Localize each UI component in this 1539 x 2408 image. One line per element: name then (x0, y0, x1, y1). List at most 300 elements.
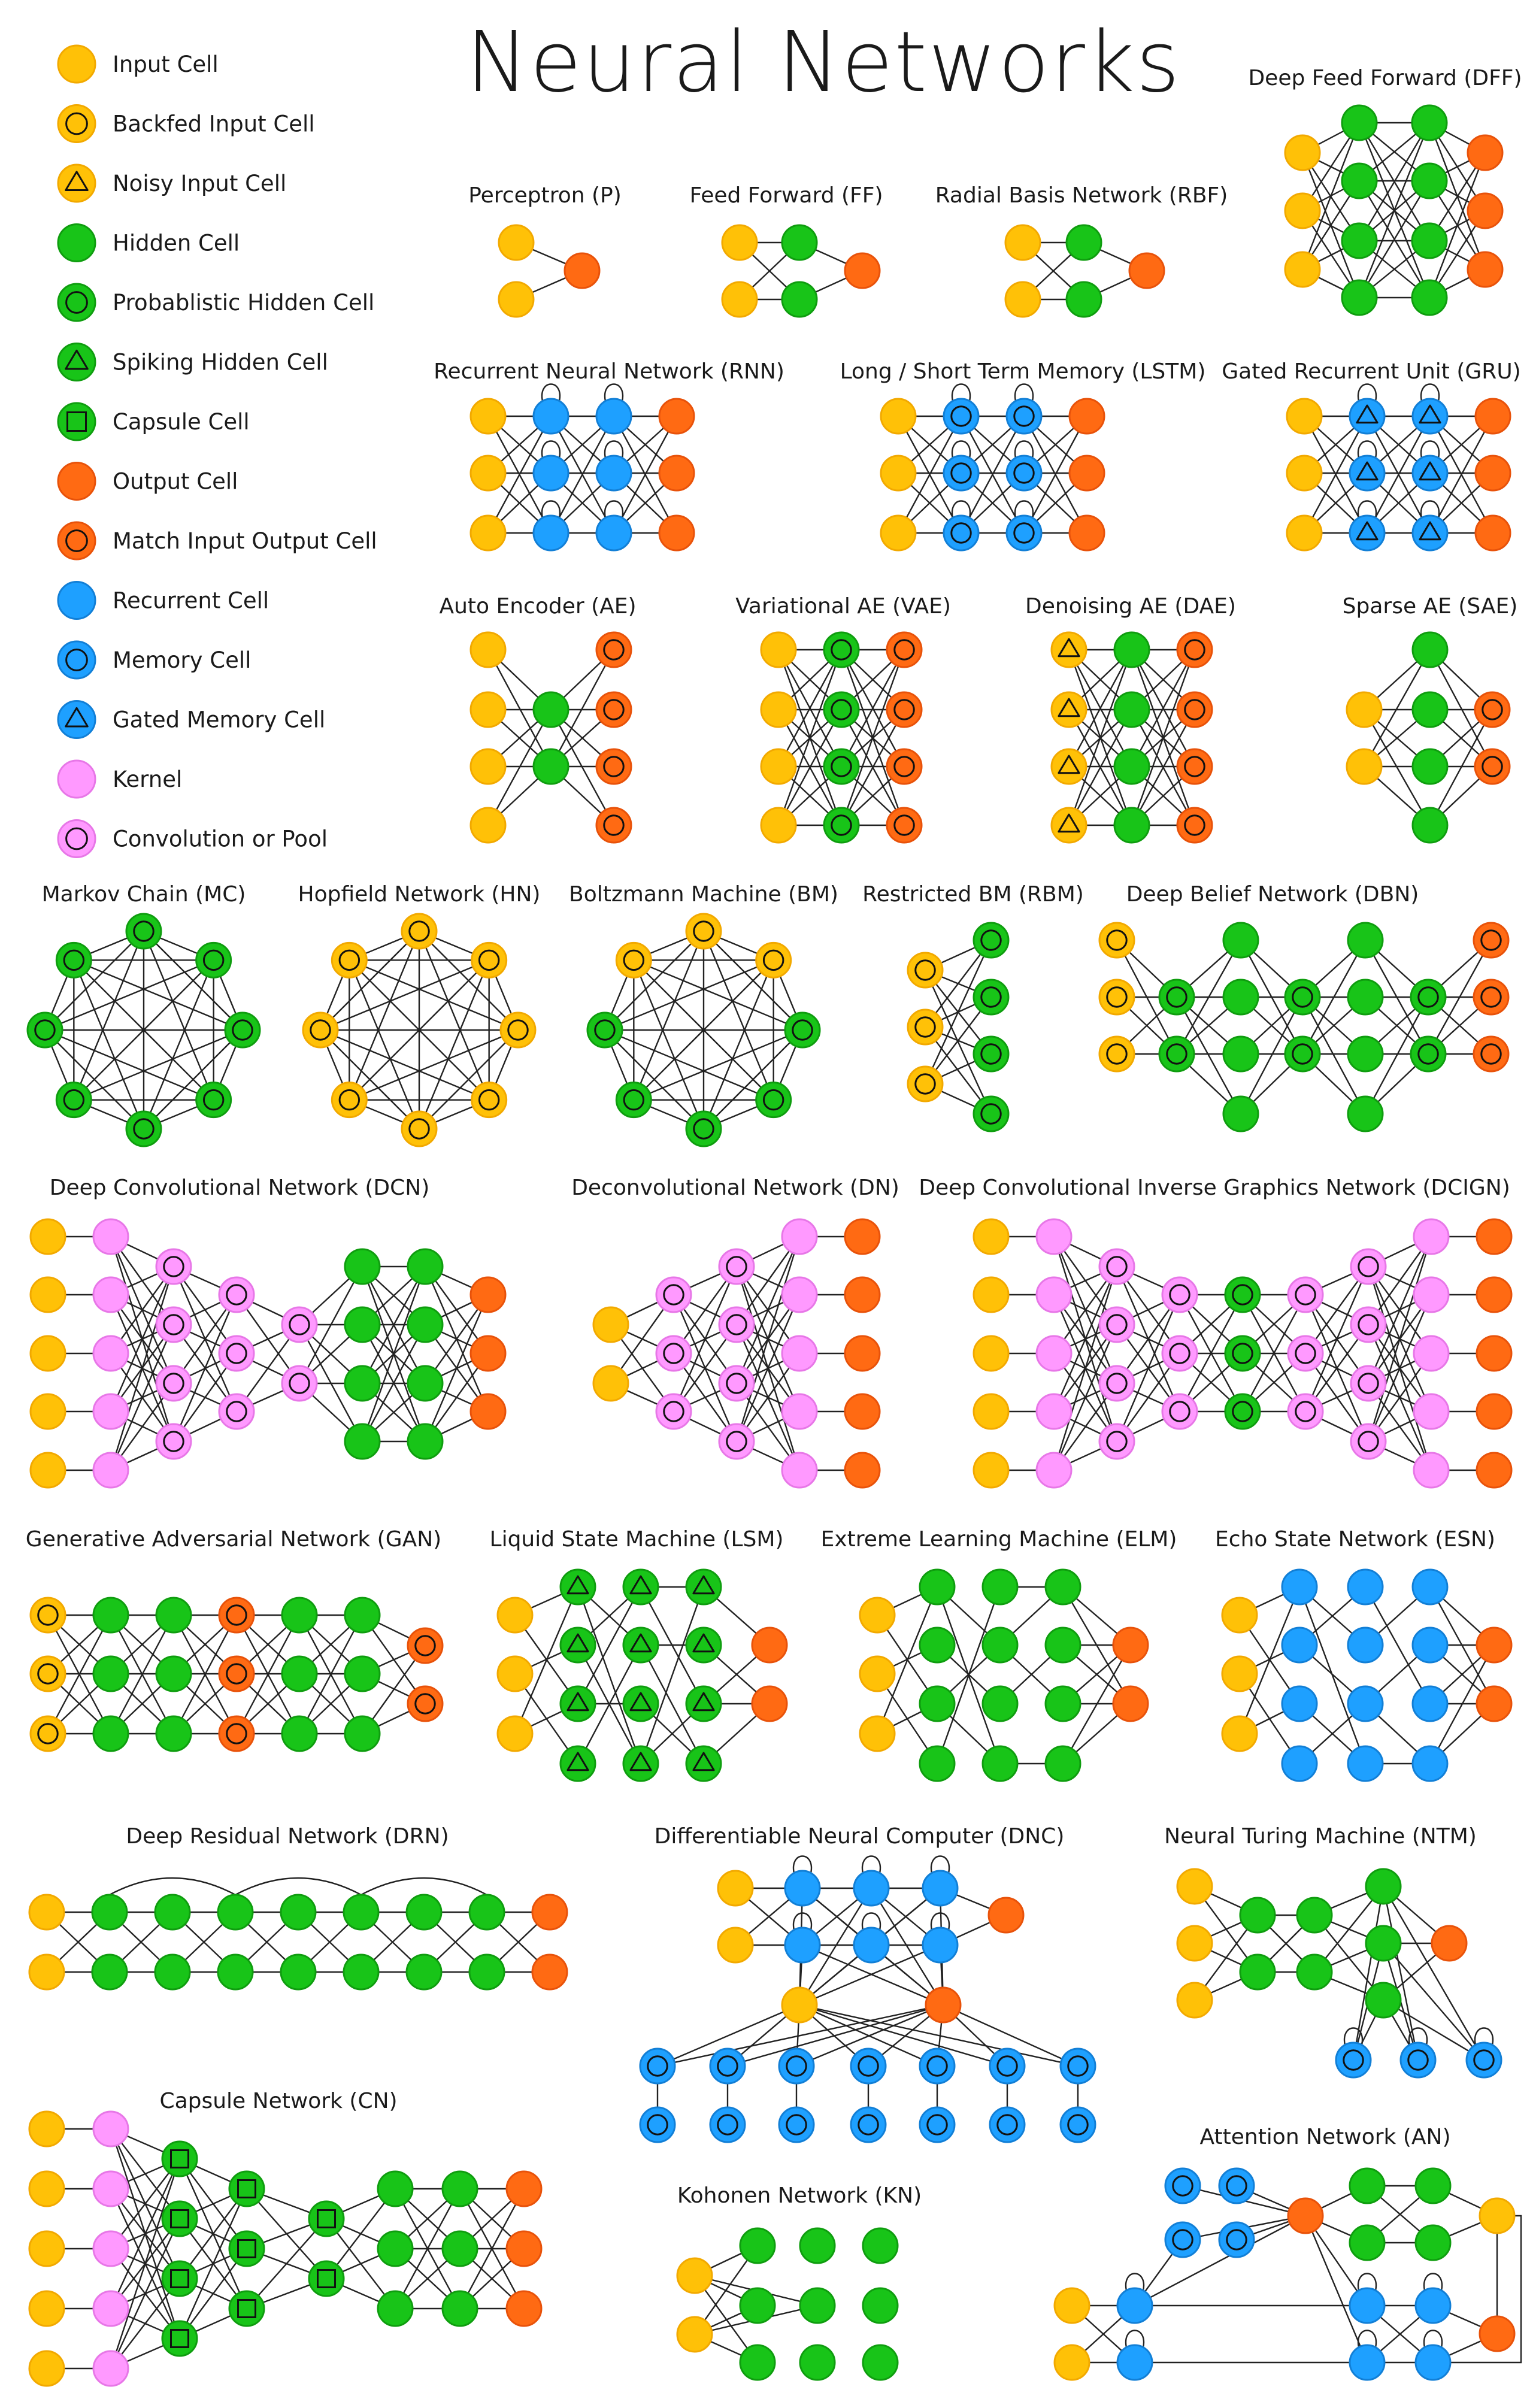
kernel-cell (282, 1307, 317, 1342)
hidden-cell (686, 1628, 721, 1662)
hidden-cell (345, 1249, 380, 1284)
hidden-cell (561, 1628, 595, 1662)
input-cell (908, 1010, 943, 1044)
recurrent-cell (1413, 399, 1447, 434)
input-cell (471, 456, 505, 490)
legend-swatch-hidden (58, 344, 95, 381)
kernel-cell (93, 1336, 128, 1371)
output-cell (1468, 135, 1502, 170)
legend-label: Convolution or Pool (113, 826, 328, 852)
output-cell (471, 1336, 505, 1371)
hidden-cell (196, 943, 231, 977)
hidden-cell (93, 1716, 128, 1751)
kernel-cell (1351, 1307, 1386, 1342)
recurrent-cell (534, 516, 568, 550)
recurrent-cell (923, 1871, 958, 1906)
input-cell (29, 2291, 64, 2326)
recurrent-cell (596, 456, 631, 490)
input-cell (31, 1598, 65, 1632)
input-cell (29, 2171, 64, 2206)
legend-swatch-hidden (58, 403, 95, 440)
network-title-kn: Kohonen Network (KN) (677, 2183, 922, 2208)
network-title-rbm: Restricted BM (RBM) (862, 882, 1084, 907)
input-cell (908, 1067, 943, 1101)
input-cell (1055, 2345, 1089, 2380)
recurrent-cell (710, 2049, 745, 2083)
kernel-cell (93, 2291, 128, 2326)
kernel-cell (1037, 1277, 1071, 1312)
output-cell (1480, 2316, 1514, 2351)
hidden-cell (282, 1656, 317, 1691)
input-cell (1052, 632, 1086, 667)
kernel-cell (282, 1366, 317, 1401)
network-title-bm: Boltzmann Machine (BM) (569, 882, 838, 907)
recurrent-cell (1413, 1570, 1447, 1604)
recurrent-cell (1401, 2043, 1435, 2077)
hidden-cell (974, 1097, 1008, 1131)
recurrent-cell (534, 456, 568, 490)
input-cell (402, 1111, 437, 1146)
input-cell (471, 808, 505, 843)
hidden-cell (1159, 1037, 1194, 1071)
recurrent-cell (1165, 2168, 1200, 2203)
hidden-cell (785, 1013, 820, 1047)
legend-swatch-kernel (58, 761, 95, 798)
hidden-cell (56, 1083, 91, 1117)
output-cell (1113, 1628, 1148, 1662)
hidden-cell (1412, 105, 1447, 140)
recurrent-cell (1007, 399, 1041, 434)
network-title-ntm: Neural Turing Machine (NTM) (1164, 1824, 1477, 1849)
hidden-cell (824, 749, 859, 784)
hidden-cell (756, 1083, 791, 1117)
input-cell (881, 516, 916, 550)
hidden-cell (1350, 2225, 1385, 2260)
recurrent-cell (1282, 1746, 1317, 1781)
input-cell (498, 1716, 532, 1751)
network-title-lsm: Liquid State Machine (LSM) (489, 1527, 784, 1552)
kernel-cell (93, 2171, 128, 2206)
input-cell (29, 1895, 64, 1930)
hidden-cell (686, 1746, 721, 1781)
hidden-cell (408, 1307, 443, 1342)
recurrent-cell (1413, 1686, 1447, 1721)
hidden-cell (1285, 1037, 1320, 1071)
kernel-cell (1099, 1307, 1134, 1342)
hidden-cell (1411, 1037, 1446, 1071)
legend-label: Kernel (113, 767, 183, 792)
hidden-cell (1240, 1898, 1275, 1933)
hidden-cell (156, 1716, 191, 1751)
network-titles (26, 66, 1522, 2208)
recurrent-cell (1413, 1746, 1447, 1781)
hidden-cell (1225, 1336, 1260, 1371)
hidden-cell (1067, 225, 1101, 260)
input-cell (31, 1219, 65, 1254)
hidden-cell (93, 1598, 128, 1632)
output-cell (219, 1656, 254, 1691)
hidden-cell (196, 1083, 231, 1117)
input-cell (1177, 1983, 1212, 2018)
output-cell (1129, 253, 1164, 288)
output-cell (1475, 749, 1510, 784)
hidden-cell (93, 1656, 128, 1691)
hidden-cell (782, 225, 817, 260)
hidden-cell (1342, 280, 1377, 315)
connection (728, 2005, 943, 2066)
recurrent-cell (1007, 516, 1041, 550)
network-title-rnn: Recurrent Neural Network (RNN) (434, 359, 784, 384)
hidden-cell (1223, 980, 1258, 1014)
input-cell (29, 1955, 64, 1989)
input-cell (722, 282, 757, 317)
recurrent-cell (1348, 1746, 1383, 1781)
input-cell (881, 456, 916, 490)
connection (641, 1587, 704, 1764)
input-cell (761, 749, 796, 784)
output-cell (507, 2171, 541, 2206)
output-cell (887, 632, 922, 667)
network-title-elm: Extreme Learning Machine (ELM) (820, 1527, 1177, 1552)
legend-label: Hidden Cell (113, 230, 240, 256)
input-cell (1480, 2198, 1514, 2233)
input-cell (974, 1277, 1008, 1312)
connection (1353, 1886, 1383, 2060)
connection (1383, 1886, 1484, 2060)
kernel-cell (156, 1249, 191, 1284)
kernel-cell (782, 1336, 817, 1371)
input-cell (31, 1656, 65, 1691)
input-cell (332, 1083, 366, 1117)
network-title-lstm: Long / Short Term Memory (LSTM) (840, 359, 1206, 384)
kernel-cell (1162, 1277, 1197, 1312)
input-cell (782, 1988, 817, 2022)
input-cell (1055, 2288, 1089, 2323)
hidden-cell (740, 2288, 775, 2323)
input-cell (593, 1307, 628, 1342)
input-cell (677, 2317, 712, 2352)
kernel-cell (1037, 1394, 1071, 1429)
hidden-cell (345, 1598, 380, 1632)
hidden-cell (686, 1686, 721, 1721)
kernel-cell (1099, 1424, 1134, 1459)
output-cell (1476, 516, 1510, 550)
connection (578, 1587, 641, 1764)
input-cell (756, 943, 791, 977)
legend-label: Match Input Output Cell (113, 528, 377, 554)
hidden-cell (155, 1895, 190, 1930)
recurrent-cell (990, 2107, 1025, 2142)
connection (1299, 1587, 1365, 1764)
recurrent-cell (1061, 2049, 1095, 2083)
hidden-cell (1114, 808, 1149, 843)
skip-connection (235, 1878, 361, 1895)
hidden-cell (1046, 1628, 1080, 1662)
recurrent-cell (1117, 2288, 1152, 2323)
hidden-cell (1297, 1955, 1332, 1989)
output-cell (1477, 1277, 1511, 1312)
input-cell (761, 692, 796, 727)
kernel-cell (219, 1336, 254, 1371)
hidden-cell (225, 1013, 260, 1047)
hidden-cell (469, 1955, 504, 1989)
output-cell (1070, 516, 1104, 550)
hidden-cell (983, 1746, 1017, 1781)
kernel-cell (93, 1277, 128, 1312)
recurrent-cell (1282, 1628, 1317, 1662)
recurrent-cell (1219, 2168, 1254, 2203)
legend-swatch-input (58, 105, 95, 143)
cells (25, 105, 1514, 2386)
input-cell (29, 2351, 64, 2386)
hidden-cell (1350, 2168, 1385, 2203)
input-cell (974, 1394, 1008, 1429)
hidden-cell (408, 1424, 443, 1459)
kernel-cell (1414, 1453, 1449, 1488)
recurrent-cell (923, 1928, 958, 1962)
skip-connection (361, 1878, 487, 1895)
hidden-cell (534, 692, 568, 727)
legend-label: Gated Memory Cell (113, 707, 326, 733)
hidden-cell (1159, 980, 1194, 1014)
recurrent-cell (779, 2107, 814, 2142)
recurrent-cell (1219, 2222, 1254, 2257)
recurrent-cell (1416, 2288, 1450, 2323)
input-cell (1287, 456, 1322, 490)
recurrent-cell (854, 1928, 889, 1962)
output-cell (752, 1686, 787, 1721)
input-cell (1099, 923, 1134, 958)
hidden-cell (309, 2261, 344, 2296)
kernel-cell (656, 1394, 691, 1429)
input-cell (1177, 1926, 1212, 1961)
input-cell (1347, 692, 1382, 727)
legend-swatch-kernel (58, 820, 95, 858)
kernel-cell (782, 1277, 817, 1312)
hidden-cell (800, 2228, 835, 2263)
hidden-cell (863, 2345, 898, 2380)
recurrent-cell (944, 456, 978, 490)
input-cell (31, 1453, 65, 1488)
hidden-cell (1046, 1746, 1080, 1781)
output-cell (1474, 923, 1508, 958)
recurrent-cell (785, 1871, 820, 1906)
recurrent-cell (1282, 1686, 1317, 1721)
hidden-cell (345, 1366, 380, 1401)
hidden-cell (561, 1686, 595, 1721)
kernel-cell (1037, 1453, 1071, 1488)
kernel-cell (719, 1307, 754, 1342)
network-title-mc: Markov Chain (MC) (41, 882, 246, 907)
hidden-cell (1348, 923, 1383, 958)
kernel-cell (1288, 1277, 1323, 1312)
hidden-cell (1240, 1955, 1275, 1989)
kernel-cell (1414, 1219, 1449, 1254)
hidden-cell (1413, 749, 1447, 784)
input-cell (1099, 1037, 1134, 1071)
output-cell (845, 1219, 880, 1254)
output-cell (659, 456, 694, 490)
recurrent-cell (1413, 456, 1447, 490)
legend-swatch-output (58, 522, 95, 559)
network-title-vae: Variational AE (VAE) (735, 594, 951, 619)
output-cell (596, 808, 631, 843)
output-cell (596, 692, 631, 727)
kernel-cell (156, 1366, 191, 1401)
recurrent-cell (710, 2107, 745, 2142)
recurrent-cell (1413, 516, 1447, 550)
kernel-cell (1288, 1336, 1323, 1371)
input-cell (31, 1336, 65, 1371)
connection (1135, 2216, 1305, 2306)
hidden-cell (974, 1037, 1008, 1071)
network-title-dnc: Differentiable Neural Computer (DNC) (654, 1824, 1065, 1849)
input-cell (499, 282, 534, 317)
output-cell (1468, 252, 1502, 287)
input-cell (616, 943, 651, 977)
hidden-cell (162, 2142, 197, 2176)
hidden-cell (616, 1083, 651, 1117)
hidden-cell (1412, 163, 1447, 198)
hidden-cell (1366, 1869, 1401, 1904)
kernel-cell (719, 1249, 754, 1284)
kernel-cell (1037, 1219, 1071, 1254)
input-cell (1222, 1598, 1257, 1632)
input-cell (718, 1871, 753, 1906)
output-cell (1113, 1686, 1148, 1721)
recurrent-cell (1413, 1628, 1447, 1662)
hidden-cell (623, 1686, 658, 1721)
hidden-cell (1223, 1097, 1258, 1131)
kernel-cell (782, 1394, 817, 1429)
hidden-cell (344, 1955, 378, 1989)
hidden-cell (1225, 1394, 1260, 1429)
hidden-cell (920, 1570, 955, 1604)
input-cell (1005, 282, 1040, 317)
hidden-cell (1114, 749, 1149, 784)
recurrent-cell (851, 2049, 886, 2083)
legend-label: Backfed Input Cell (113, 111, 315, 137)
hidden-cell (344, 1895, 378, 1930)
recurrent-cell (596, 516, 631, 550)
output-cell (596, 632, 631, 667)
network-title-dcn: Deep Convolutional Network (DCN) (49, 1176, 430, 1200)
legend-label: Memory Cell (113, 647, 252, 673)
kernel-cell (1099, 1366, 1134, 1401)
recurrent-cell (1350, 2288, 1385, 2323)
hidden-cell (920, 1746, 955, 1781)
network-title-gru: Gated Recurrent Unit (GRU) (1222, 359, 1521, 384)
hidden-cell (407, 1895, 441, 1930)
hidden-cell (623, 1746, 658, 1781)
input-cell (1287, 516, 1322, 550)
recurrent-cell (1350, 456, 1385, 490)
input-cell (686, 914, 721, 949)
recurrent-cell (920, 2107, 955, 2142)
hidden-cell (1348, 1097, 1383, 1131)
skip-connection (110, 1878, 235, 1895)
output-cell (219, 1598, 254, 1632)
output-cell (887, 808, 922, 843)
output-cell (1475, 692, 1510, 727)
hidden-cell (1046, 1686, 1080, 1721)
legend (58, 46, 377, 858)
hidden-cell (686, 1111, 721, 1146)
hidden-cell (282, 1598, 317, 1632)
kernel-cell (1351, 1424, 1386, 1459)
recurrent-cell (1467, 2043, 1501, 2077)
hidden-cell (1412, 223, 1447, 258)
input-cell (31, 1277, 65, 1312)
page-title: Neural Networks (466, 14, 1181, 111)
recurrent-cell (640, 2049, 675, 2083)
kernel-cell (1414, 1394, 1449, 1429)
network-title-dn: Deconvolutional Network (DN) (571, 1176, 899, 1200)
kernel-cell (1414, 1277, 1449, 1312)
output-cell (659, 516, 694, 550)
output-cell (532, 1895, 567, 1930)
kernel-cell (1414, 1336, 1449, 1371)
input-cell (1177, 1869, 1212, 1904)
input-cell (303, 1013, 338, 1047)
output-cell (1070, 456, 1104, 490)
recurrent-cell (944, 516, 978, 550)
hidden-cell (974, 923, 1008, 958)
kernel-cell (1162, 1336, 1197, 1371)
hidden-cell (1366, 1926, 1401, 1961)
kernel-cell (782, 1453, 817, 1488)
hidden-cell (800, 2288, 835, 2323)
input-cell (29, 2231, 64, 2266)
hidden-cell (1067, 282, 1101, 317)
hidden-cell (56, 943, 91, 977)
output-cell (1288, 2198, 1323, 2233)
input-cell (908, 953, 943, 988)
hidden-cell (1411, 980, 1446, 1014)
input-cell (471, 749, 505, 784)
input-cell (29, 2112, 64, 2146)
hidden-cell (740, 2345, 775, 2380)
network-title-drn: Deep Residual Network (DRN) (126, 1824, 449, 1849)
hidden-cell (1413, 808, 1447, 843)
kernel-cell (719, 1366, 754, 1401)
hidden-cell (218, 1895, 253, 1930)
output-cell (1177, 632, 1212, 667)
recurrent-cell (1350, 2345, 1385, 2380)
input-cell (471, 632, 505, 667)
input-cell (881, 399, 916, 434)
input-cell (718, 1928, 753, 1962)
hidden-cell (345, 1716, 380, 1751)
input-cell (1222, 1656, 1257, 1691)
hidden-cell (155, 1955, 190, 1989)
input-cell (1052, 692, 1086, 727)
output-cell (1070, 399, 1104, 434)
hidden-cell (1348, 1037, 1383, 1071)
input-cell (722, 225, 757, 260)
kernel-cell (219, 1394, 254, 1429)
legend-swatch-recurrent (58, 582, 95, 619)
hidden-cell (126, 1111, 161, 1146)
recurrent-cell (851, 2107, 886, 2142)
hidden-cell (686, 1570, 721, 1604)
input-cell (593, 1366, 628, 1401)
input-cell (761, 808, 796, 843)
input-cell (471, 692, 505, 727)
output-cell (659, 399, 694, 434)
hidden-cell (408, 1249, 443, 1284)
recurrent-cell (785, 1928, 820, 1962)
